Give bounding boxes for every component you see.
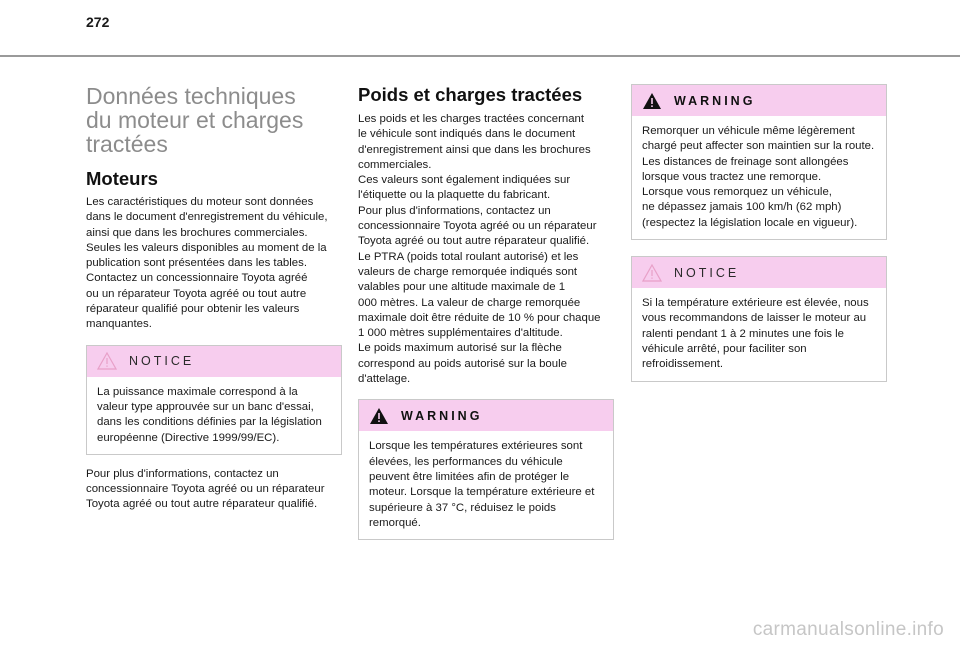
engines-outro-text: Pour plus d'informations, contactez un concessionnaire Toyota agréé ou un réparateur Toyota agréé ou tout autre réparateur qualifié. [86, 467, 325, 511]
engines-intro-text: Les caractéristiques du moteur sont données dans le document d'enregistrement du véhicule, ainsi que dans les brochures commerciales. Seules les valeurs disponibles au moment de la publication sont présentées dans les tables. Contactez un concessionnaire Toyota agréé ou un réparateur Toyota agréé ou tout autre réparateur qualifié pour obtenir les valeurs manquantes. [86, 196, 328, 331]
warning-label: WARNING [674, 93, 756, 108]
notice-triangle-icon [97, 352, 117, 370]
weights-body-text: Les poids et les charges tractées concernant le véhicule sont indiqués dans le document d'enregistrement ainsi que dans les brochures commerciales. Ces valeurs sont également indiquées sur l'étiquette ou la plaquette du fabricant. Pour plus d'informations, contactez un concessionnaire Toyota agréé ou un réparateur Toyota agréé ou tout autre réparateur qualifié. Le PTRA (poids total roulant autorisé) et les valeurs de charge remorquée indiqués sont valables pour une altitude maximale de 1 000 mètres. La valeur de charge remorquée maximale doit être réduite de 10 % pour chaque 1 000 mètres supplémentaires d'altitude. Le poids maximum autorisé sur la flèche correspond au poids autorisé sur la boule d'attelage. [358, 113, 601, 386]
notice-label: NOTICE [129, 354, 195, 369]
warning-text: Lorsque les températures extérieures sont élevées, les performances du véhicule peuvent être limitées afin de protéger le moteur. Lorsque la température extérieure et supérieure à 37 °C, réduisez le poids remorqué. [369, 440, 595, 529]
notice-triangle-icon [642, 264, 662, 282]
warning-box [358, 399, 614, 540]
notice-box [631, 256, 887, 381]
notice-text: Si la température extérieure est élevée, nous vous recommandons de laisser le moteur au ralenti pendant 1 à 2 minutes une fois le véhicule arrêté, pour faciliter son refroidissement. [642, 297, 869, 371]
warning-triangle-icon [369, 407, 389, 425]
warning-header [632, 85, 886, 116]
warning-box [631, 84, 887, 240]
watermark: carmanualsonline.info [752, 619, 944, 640]
warning-triangle-icon [642, 92, 662, 110]
page-number: 272 [86, 14, 110, 30]
column-middle [358, 84, 614, 540]
warning-text: Remorquer un véhicule même légèrement chargé peut affecter son maintien sur la route. Les distances de freinage sont allongées lorsque vous tractez une remorque. Lorsque vous remorquez un véhicule, ne dépassez jamais 100 km/h (62 mph) (respectez la législation locale en vigueur). [642, 125, 875, 229]
warning-header [359, 400, 613, 431]
warning-label: WARNING [401, 408, 483, 423]
column-left [86, 84, 342, 513]
notice-box [86, 345, 342, 455]
notice-text: La puissance maximale correspond à la valeur type approuvée sur un banc d'essai, dans les conditions définies par la législation européenne (Directive 1999/99/EC). [97, 385, 322, 444]
header-rule [0, 55, 960, 57]
column-right [631, 84, 887, 382]
notice-header [87, 346, 341, 377]
engines-subtitle: Moteurs [86, 168, 158, 189]
notice-header [632, 257, 886, 288]
weights-title: Poids et charges tractées [358, 84, 583, 105]
notice-label: NOTICE [674, 265, 740, 280]
section-title: Données techniques du moteur et charges tractées [86, 83, 304, 157]
